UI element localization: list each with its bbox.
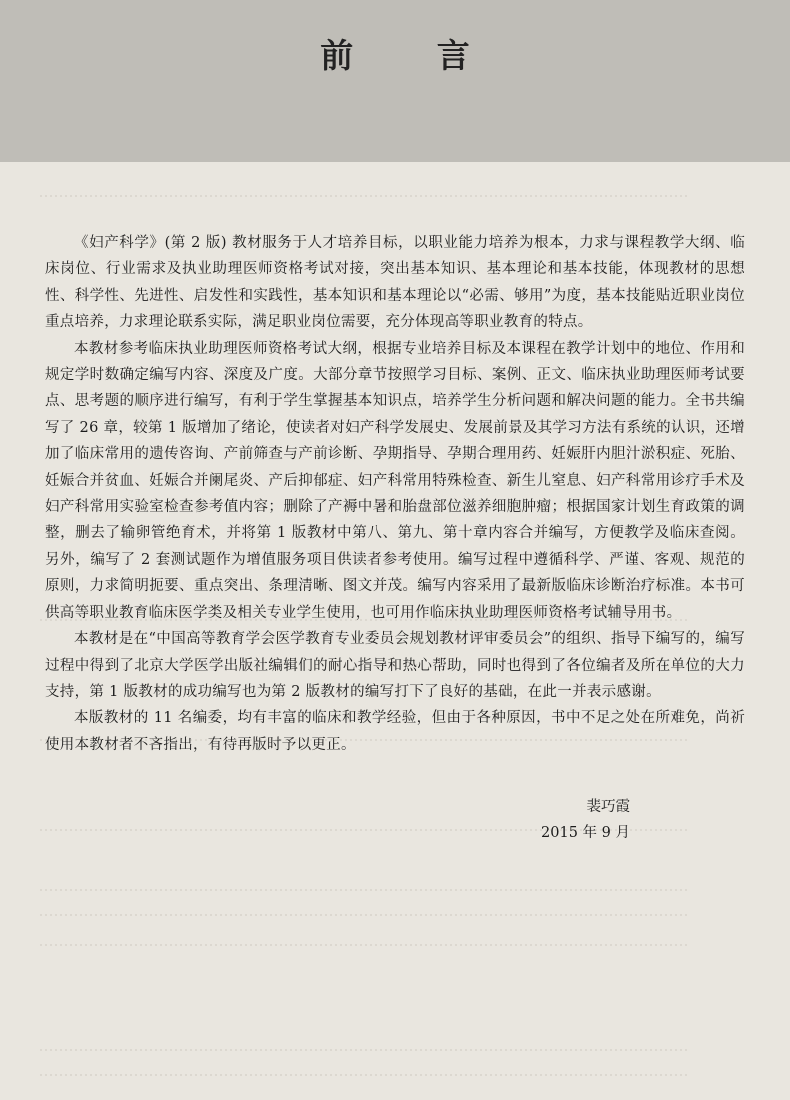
author-name: 裴巧霞 <box>586 799 630 815</box>
paragraph-4: 本版教材的 11 名编委，均有丰富的临床和教学经验，但由于各种原因，书中不足之处在所难免，尚祈使用本教材者不吝指出，有待再版时予以更正。 <box>45 710 745 753</box>
paragraph-1: 《妇产科学》(第 2 版) 教材服务于人才培养目标，以职业能力培养为根本，力求与课程教学大纲、临床岗位、行业需求及执业助理医师资格考试对接，突出基本知识、基本理论和基本技能，体现教材的思想性、科学性、先进性、启发性和实践性，基本知识和基本理论以“必需、够用”为度，基本技能贴近职业岗位重点培养，力求理论联系实际，满足职业岗位需要，充分体现高等职业教育的特点。 <box>45 235 745 331</box>
body-text <box>45 230 745 758</box>
paragraph-3: 本教材是在“中国高等教育学会医学教育专业委员会规划教材评审委员会”的组织、指导下编写的，编写过程中得到了北京大学医学出版社编辑们的耐心指导和热心帮助，同时也得到了各位编者及所在单位的大力支持，第 1 版教材的成功编写也为第 2 版教材的编写打下了良好的基础，在此一并表示感谢。 <box>45 631 745 700</box>
paragraph-2: 本教材参考临床执业助理医师资格考试大纲，根据专业培养目标及本课程在教学计划中的地位、作用和规定学时数确定编写内容、深度及广度。大部分章节按照学习目标、案例、正文、临床执业助理医师考试要点、思考题的顺序进行编写，有利于学生掌握基本知识点，培养学生分析问题和解决问题的能力。全书共编写了 26 章，较第 1 版增加了绪论，使读者对妇产科学发展史、发展前景及其学习方法有系统的认识，还增加了临床常用的遗传咨询、产前筛查与产前诊断、孕期指导、孕期合理用药、妊娠肝内胆汁淤积症、死胎、妊娠合并贫血、妊娠合并阑尾炎、产后抑郁症、妇产科常用特殊检查、新生儿窒息、妇产科常用诊疗手术及妇产科常用实验室检查参考值内容；删除了产褥中暑和胎盘部位滋养细胞肿瘤；根据国家计划生育政策的调整，删去了输卵管绝育术，并将第 1 版教材中第八、第九、第十章内容合并编写，方便教学及临床查阅。另外，编写了 2 套测试题作为增值服务项目供读者参考使用。编写过程中遵循科学、严谨、客观、规范的原则，力求简明扼要、重点突出、条理清晰、图文并茂。编写内容采用了最新版临床诊断治疗标准。本书可供高等职业教育临床医学类及相关专业学生使用，也可用作临床执业助理医师资格考试辅导用书。 <box>45 340 745 621</box>
page-title: 前 言 <box>320 36 506 75</box>
signature-block <box>541 794 630 846</box>
header-band <box>0 0 790 162</box>
signature-date: 2015 年 9 月 <box>541 825 630 841</box>
